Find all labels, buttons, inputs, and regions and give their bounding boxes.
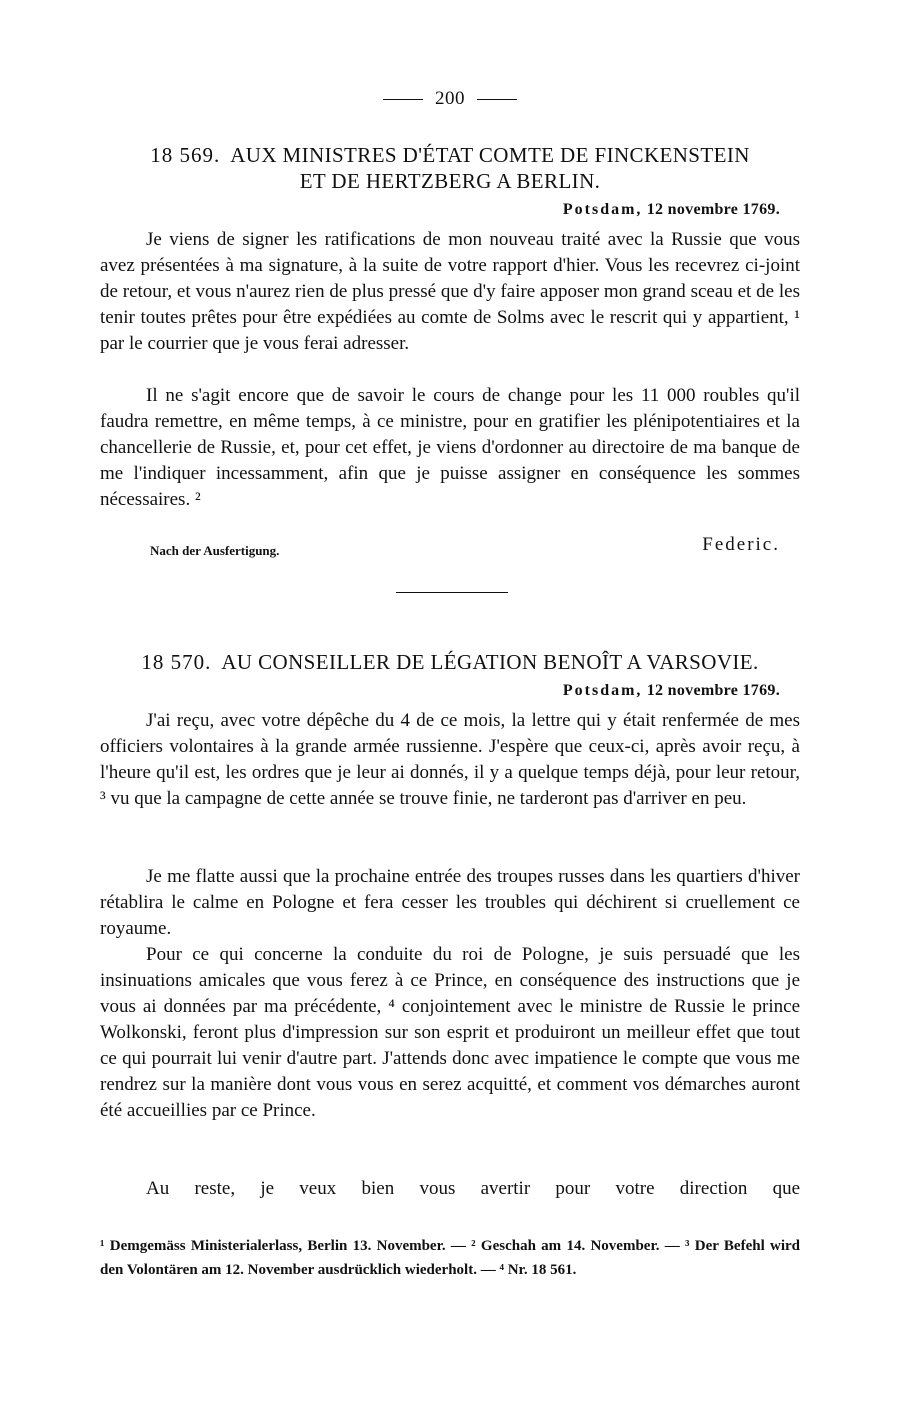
- letter2-paragraph-3: Pour ce qui concerne la conduite du roi de Pologne, je suis persuadé que les insinuations amicales que vous ferez à ce Prince, en conséquence des instructions que je vous ai données par ma précédente, ⁴ conjointement avec le ministre de Russie le prince Wolkonski, feront plus d'impression sur son esprit et produiront un meilleur effet que tout ce qui pourrait lui venir d'autre part. J'attends donc avec impatience le compte que vous me rendrez sur la manière dont vous vous en serez acquitté, et comment vos démarches auront été accueillies par ce Prince.: [100, 944, 800, 1121]
- letter1-paragraph-2: Il ne s'agit encore que de savoir le cours de change pour les 11 000 roubles qu'il faudra remettre, en même temps, à ce ministre, pour en gratifier les plénipotentiaires et la chancellerie de Russie, et, pour cet effet, je viens d'ordonner au directoire de ma banque de me l'indiquer incessamment, afin que je puisse assigner en conséquence les sommes nécessaires. ²: [100, 385, 800, 510]
- letter1-date: 12 novembre 1769.: [646, 201, 780, 218]
- letter2-date: 12 novembre 1769.: [646, 682, 780, 699]
- footnotes: ¹ Demgemäss Ministerialerlass, Berlin 13. November. — ² Geschah am 14. November. — ³ Der Befehl wird den Volontären am 12. November ausdrücklich wiederholt. — ⁴ Nr. 18 561.: [100, 1238, 800, 1278]
- rule-left: [383, 99, 423, 100]
- letter2-heading: [100, 649, 800, 675]
- letter2-paragraph-4: Au reste, je veux bien vous avertir pour votre direction que: [146, 1178, 800, 1199]
- letter1-dateline: [563, 201, 780, 219]
- letter1-heading-line1: AUX MINISTRES D'ÉTAT COMTE DE FINCKENSTEIN: [230, 143, 750, 167]
- letter2-dateline: [563, 682, 780, 700]
- letter1-heading: [100, 142, 800, 194]
- letter2-number: 18 570.: [141, 650, 212, 674]
- source-note: Nach der Ausfertigung.: [150, 543, 280, 558]
- letter2-heading-text: AU CONSEILLER DE LÉGATION BENOÎT A VARSOVIE.: [221, 650, 759, 674]
- signature: Federic.: [702, 534, 780, 555]
- section-separator: [396, 592, 508, 593]
- letter2-paragraph-2: Je me flatte aussi que la prochaine entrée des troupes russes dans les quartiers d'hiver rétablira le calme en Pologne et fera cesser les troubles qui déchirent si cruellement ce royaume.: [100, 866, 800, 939]
- letter1-place: Potsdam,: [562, 201, 643, 218]
- letter1-paragraph-1: Je viens de signer les ratifications de mon nouveau traité avec la Russie que vous avez présentées à ma signature, à la suite de votre rapport d'hier. Vous les recevrez ci-joint de retour, et vous n'aurez rien de plus pressé que d'y faire apposer mon grand sceau et de les tenir toutes prêtes pour être expédiées au comte de Solms avec le rescrit qui y appartient, ¹ par le courrier que je vous ferai adresser.: [100, 229, 800, 354]
- letter2-paragraph-1: J'ai reçu, avec votre dépêche du 4 de ce mois, la lettre qui y était renfermée de mes officiers volontaires à la grande armée russienne. J'espère que ceux-ci, après avoir reçu, à l'heure qu'il est, les ordres que je leur ai donnés, il y a quelque temps déjà, pour leur retour, ³ vu que la campagne de cette année se trouve finie, ne tarderont pas d'arriver en peu.: [100, 710, 800, 809]
- rule-right: [477, 99, 517, 100]
- letter1-heading-line2: ET DE HERTZBERG A BERLIN.: [299, 169, 601, 193]
- page-number-text: 200: [435, 88, 465, 109]
- page-number: [0, 88, 900, 110]
- letter1-number: 18 569.: [150, 143, 221, 167]
- letter2-place: Potsdam,: [562, 682, 643, 699]
